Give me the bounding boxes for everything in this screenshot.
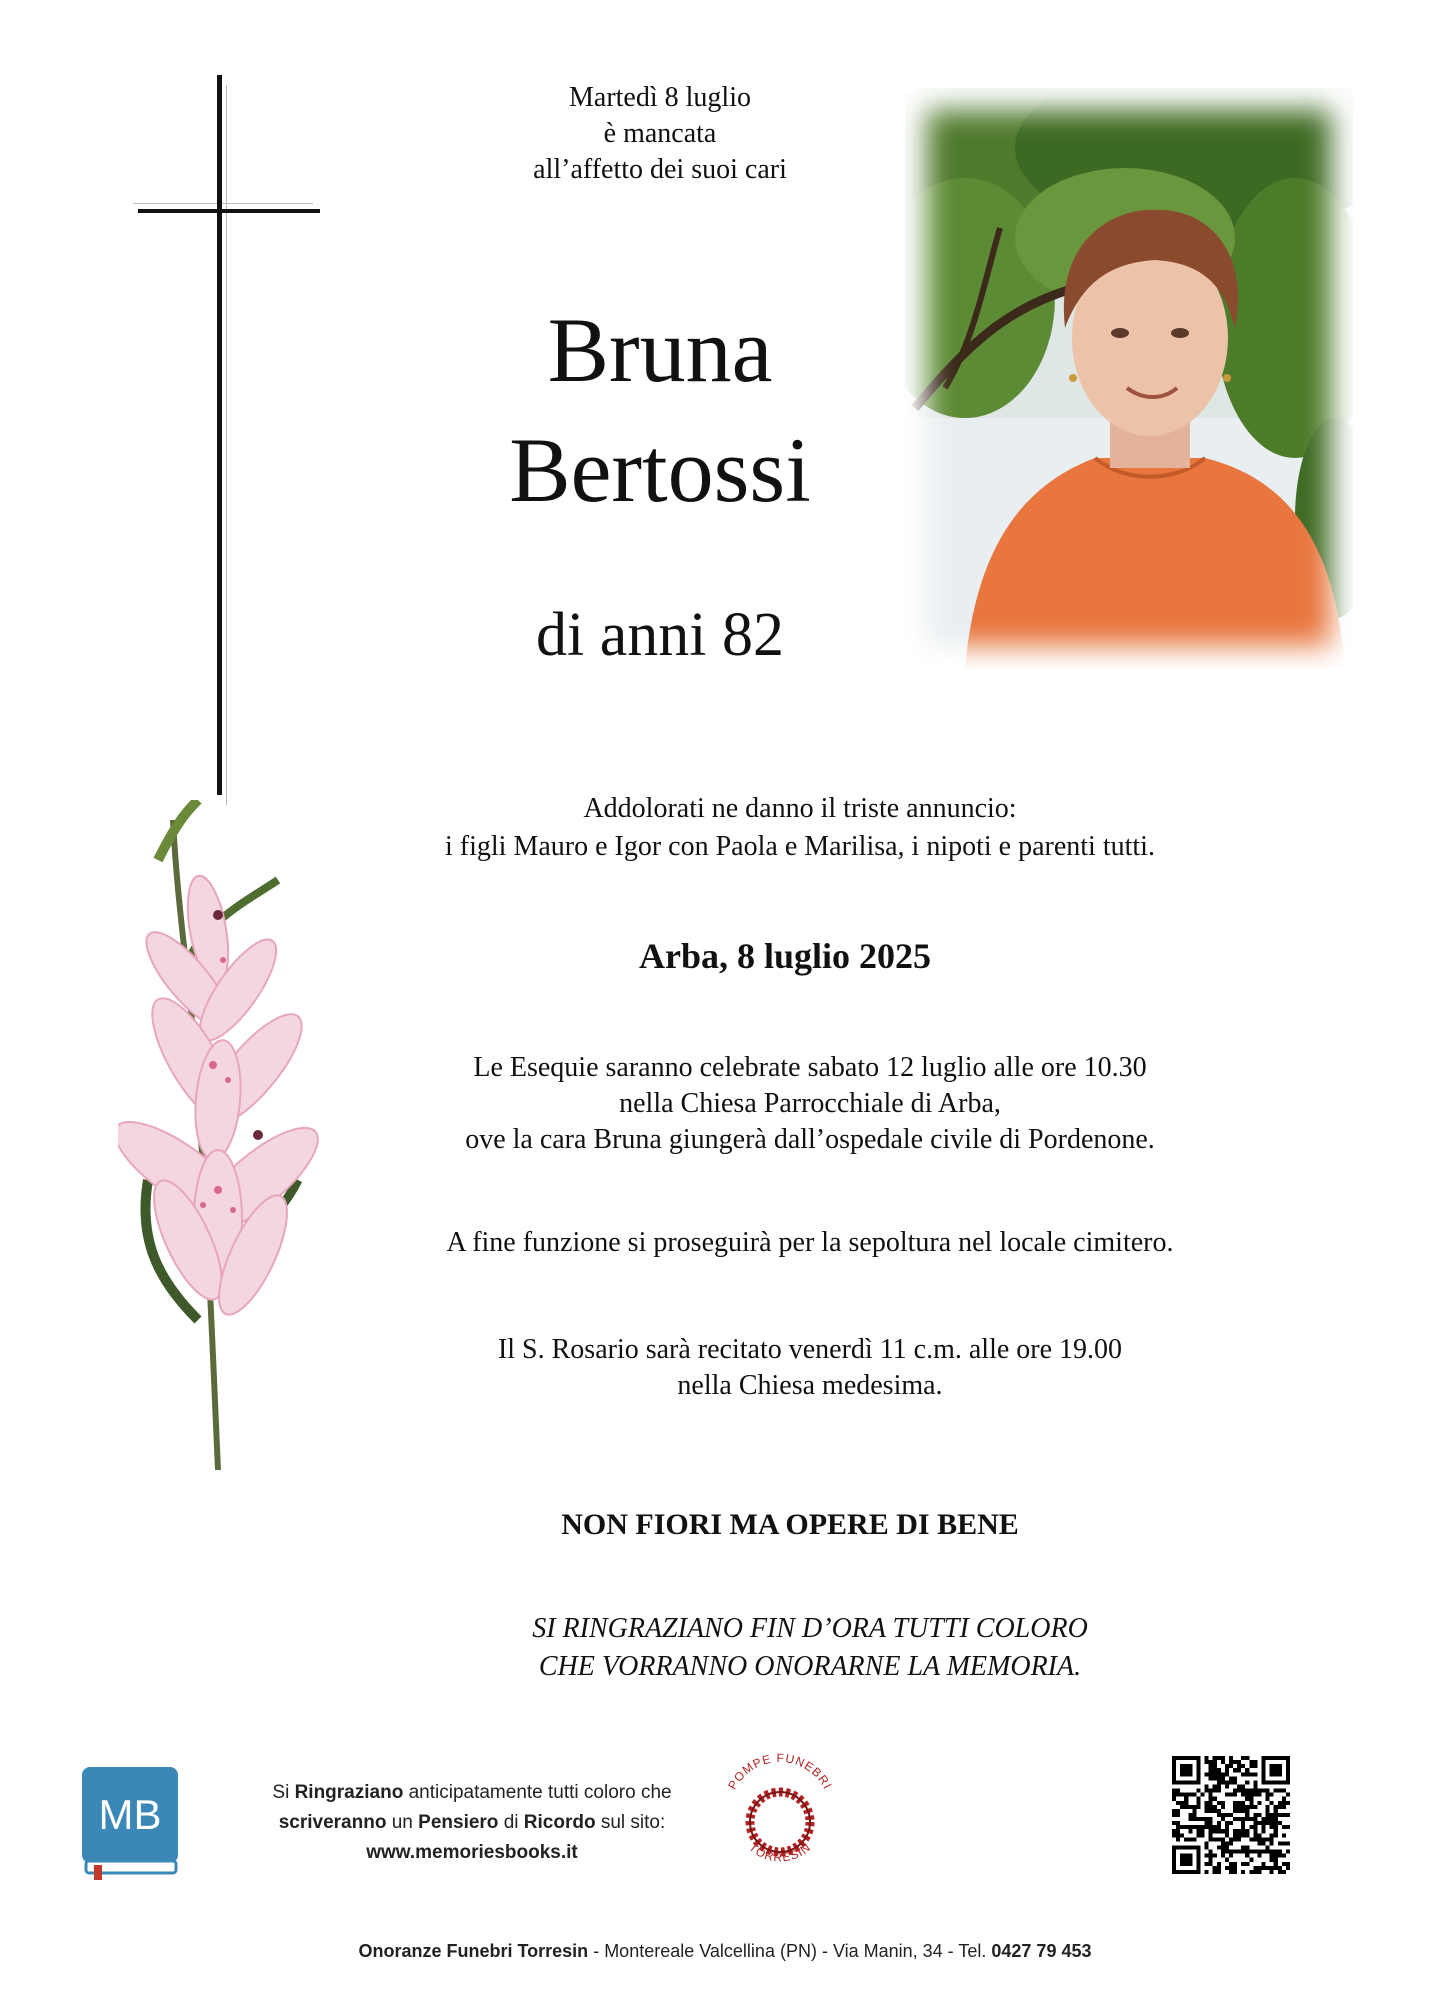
mourners-line-1: Addolorati ne danno il triste annuncio: (583, 793, 1017, 824)
cross-shadow-vertical (226, 85, 227, 805)
intro-text (470, 80, 850, 188)
svg-text:TORRESIN: TORRESIN (746, 1839, 814, 1865)
memoriesbooks-logo-text: MB (98, 1791, 162, 1838)
mb-word-di: di (503, 1812, 519, 1833)
footer-separator: - (588, 1941, 605, 1961)
memoriesbooks-logo[interactable] (80, 1765, 180, 1880)
thanks-message (360, 1610, 1260, 1686)
mb-word-si: Si (272, 1782, 290, 1803)
memoriesbooks-line-1 (222, 1778, 722, 1808)
deceased-last-name: Bertossi (509, 419, 811, 521)
place-date: Arba, 8 luglio 2025 (638, 936, 932, 976)
footer-company: Onoranze Funebri Torresin (358, 1941, 589, 1961)
footer-contact (220, 1938, 1230, 1964)
mb-word-ringraziano: Ringraziano (294, 1782, 404, 1803)
portrait-photo (905, 88, 1353, 668)
thanks-line-2: CHE VORRANNO ONORARNE LA MEMORIA. (538, 1651, 1082, 1682)
mb-word-un: un (391, 1812, 413, 1833)
lily-flower-icon (118, 800, 333, 1470)
mb-word-scriveranno: scriveranno (278, 1812, 387, 1833)
thanks-line-1: SI RINGRAZIANO FIN D’ORA TUTTI COLORO (532, 1613, 1088, 1644)
cross-icon-bar (138, 209, 320, 213)
memoriesbooks-line-3 (222, 1838, 722, 1868)
svg-text:POMPE FUNEBRI: POMPE FUNEBRI (725, 1750, 835, 1792)
burial-info: A fine funzione si proseguirà per la sepoltura nel locale cimitero. (446, 1227, 1174, 1258)
mb-word-sul-sito: sul sito: (600, 1812, 666, 1833)
footer-phone[interactable]: 0427 79 453 (991, 1941, 1092, 1961)
funeral-line-3: ove la cara Bruna giungerà dall’ospedale civile di Pordenone. (465, 1124, 1155, 1155)
mb-word-pensiero: Pensiero (418, 1812, 499, 1833)
mourners-announcement (340, 790, 1260, 866)
pompe-funebri-logo (715, 1742, 845, 1877)
memoriesbooks-site-link[interactable]: www.memoriesbooks.it (366, 1842, 578, 1863)
qr-code-icon[interactable] (1172, 1756, 1290, 1874)
rosary-line-2: nella Chiesa medesima. (677, 1370, 943, 1401)
footer-address: Montereale Valcellina (PN) - Via Manin, 34 - Tel. (604, 1941, 987, 1961)
intro-line-1: Martedì 8 luglio (569, 82, 751, 113)
cross-shadow-horizontal (133, 203, 313, 204)
cross-icon (217, 75, 222, 795)
funeral-line-2: nella Chiesa Parrocchiale di Arba, (619, 1088, 1001, 1119)
intro-line-2: è mancata (603, 118, 717, 149)
deceased-first-name: Bruna (547, 299, 773, 401)
rosary-line-1: Il S. Rosario sarà recitato venerdì 11 c.m. alle ore 19.00 (497, 1334, 1123, 1365)
no-flowers-notice: NON FIORI MA OPERE DI BENE (561, 1508, 1019, 1541)
memoriesbooks-message (222, 1778, 722, 1868)
mb-word-rest1: anticipatamente tutti coloro che (408, 1782, 672, 1803)
deceased-age: di anni 82 (536, 601, 784, 669)
rosary-info (360, 1332, 1260, 1404)
funeral-line-1: Le Esequie saranno celebrate sabato 12 luglio alle ore 10.30 (473, 1052, 1147, 1083)
funeral-info (360, 1050, 1260, 1158)
intro-line-3: all’affetto dei suoi cari (533, 154, 787, 185)
mb-word-ricordo: Ricordo (523, 1812, 596, 1833)
mourners-line-2: i figli Mauro e Igor con Paola e Marilisa, i nipoti e parenti tutti. (445, 831, 1155, 862)
memoriesbooks-line-2 (222, 1808, 722, 1838)
